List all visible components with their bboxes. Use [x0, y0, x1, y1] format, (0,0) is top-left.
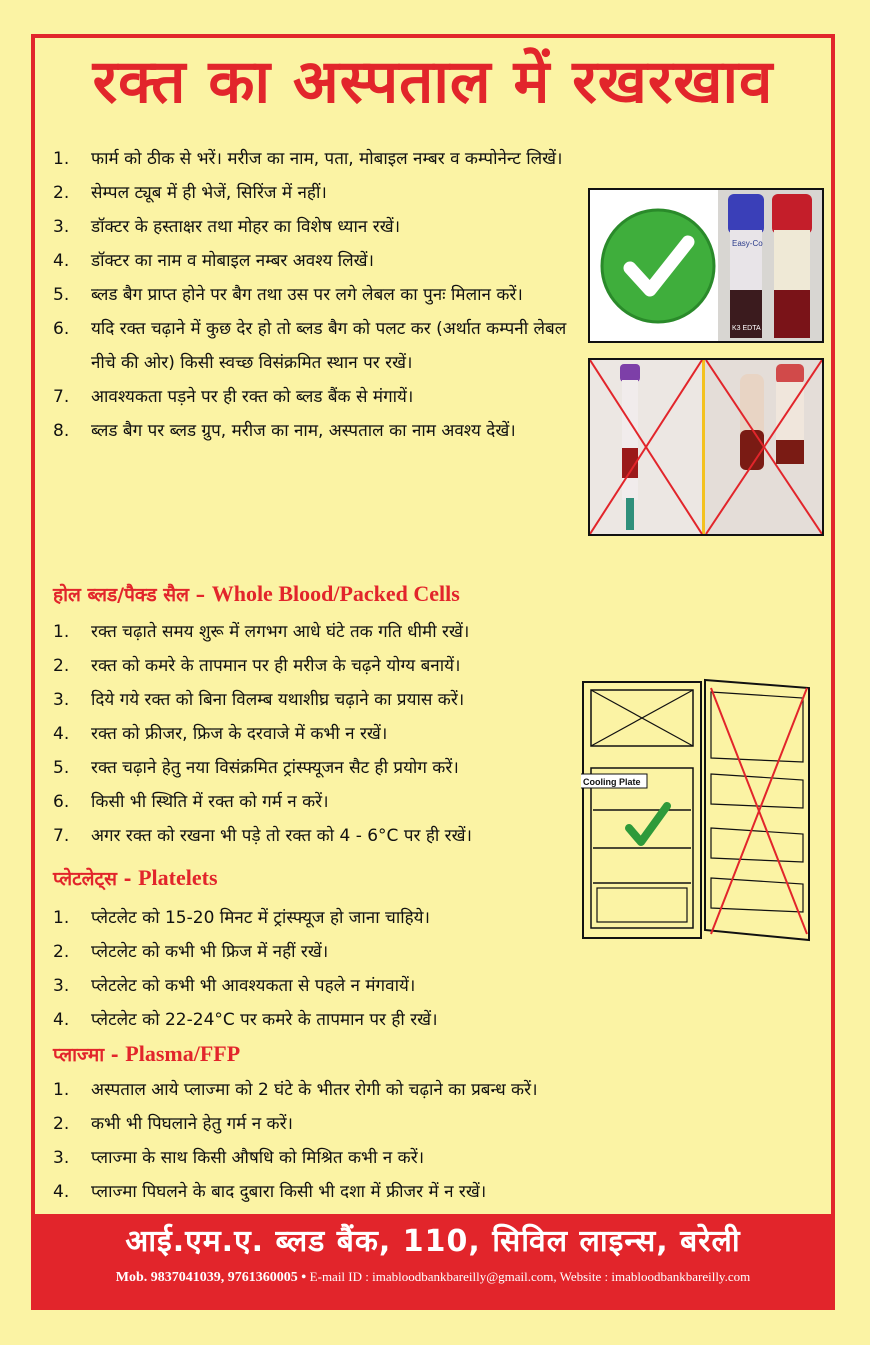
list-item: 3. डॉक्टर के हस्ताक्षर तथा मोहर का विशेष ध्यान रखें। [53, 217, 401, 237]
list-item: 5. रक्त चढ़ाने हेतु नया विसंक्रमित ट्रांस्फ्यूजन सैट ही प्रयोग करें। [53, 758, 459, 778]
platelets-heading: प्लेटलेट्स - Platelets [53, 865, 218, 890]
list-item: 2. सेम्पल ट्यूब में ही भेजें, सिरिंज में नहीं। [53, 183, 327, 203]
list-item: 8. ब्लड बैग पर ब्लड ग्रुप, मरीज का नाम, अस्पताल का नाम अवश्य देखें। [53, 421, 516, 441]
list-item: 5. ब्लड बैग प्राप्त होने पर बैग तथा उस पर लगे लेबल का पुनः मिलान करें। [53, 285, 523, 305]
list-item: 6. किसी भी स्थिति में रक्त को गर्म न करें। [53, 792, 329, 812]
poster-frame [31, 34, 835, 1310]
list-item: 6. यदि रक्त चढ़ाने में कुछ देर हो तो ब्लड बैग को पलट कर (अर्थात कम्पनी लेबल नीचे की ओर) किसी स्वच्छ विसंक्रमित स्थान पर रखें। [53, 319, 567, 373]
mobile-numbers: Mob. 9837041039, 9761360005 • [115, 1270, 307, 1285]
fridge-illustration [581, 678, 811, 944]
plasma-heading: प्लाज्मा - Plasma/FFP [53, 1041, 241, 1066]
plasma-list [53, 1073, 813, 1209]
list-item: 7. अगर रक्त को रखना भी पड़े तो रक्त को 4 - 6°C पर ही रखें। [53, 826, 472, 846]
footer-banner [35, 1214, 831, 1306]
whole-blood-heading: होल ब्लड/पैक्ड सैल – Whole Blood/Packed Cells [53, 581, 460, 606]
blood-bank-address: आई.एम.ए. ब्लड बैंक, 110, सिविल लाइन्स, बरेली [125, 1224, 741, 1259]
platelets-list [53, 901, 613, 1037]
list-item: 4. प्लेटलेट को 22-24°C पर कमरे के तापमान पर ही रखें। [53, 1010, 438, 1030]
list-item: 7. आवश्यकता पड़ने पर ही रक्त को ब्लड बैंक से मंगायें। [53, 387, 414, 407]
list-item: 4. रक्त को फ्रीजर, फ्रिज के दरवाजे में कभी न रखें। [53, 724, 388, 744]
whole-blood-list [53, 615, 593, 853]
fridge-drawing [581, 678, 811, 944]
red-tube-cap [772, 194, 812, 234]
svg-text:K3 EDTA: K3 EDTA [732, 325, 761, 332]
email-website: E-mail ID : imabloodbankbareilly@gmail.com, Website : imabloodbankbareilly.com [309, 1269, 751, 1284]
check-tubes-illustration [590, 190, 822, 341]
purple-tube-cap [728, 194, 764, 234]
list-item: 2. प्लेटलेट को कभी भी फ्रिज में नहीं रखें। [53, 942, 329, 962]
page-title: रक्त का अस्पताल में रखरखाव [92, 47, 774, 117]
list-item: 3. दिये गये रक्त को बिना विलम्ब यथाशीघ्र चढ़ाने का प्रयास करें। [53, 690, 465, 710]
wrong-methods-illustration [590, 360, 822, 534]
general-instructions-list [53, 142, 583, 448]
list-item: 1. अस्पताल आये प्लाज्मा को 2 घंटे के भीतर रोगी को चढ़ाने का प्रबन्ध करें। [53, 1080, 538, 1100]
list-item: 2. कभी भी पिघलाने हेतु गर्म न करें। [53, 1114, 293, 1134]
list-item: 1. फार्म को ठीक से भरें। मरीज का नाम, पता, मोबाइल नम्बर व कम्पोनेन्ट लिखें। [53, 149, 563, 169]
incorrect-sample-methods-photo [588, 358, 824, 536]
contact-info [35, 1266, 831, 1289]
correct-sample-tubes-photo [588, 188, 824, 343]
list-item: 1. प्लेटलेट को 15-20 मिनट में ट्रांस्फ्यूज हो जाना चाहिये। [53, 908, 430, 928]
list-item: 2. रक्त को कमरे के तापमान पर ही मरीज के चढ़ने योग्य बनायें। [53, 656, 461, 676]
list-item: 1. रक्त चढ़ाते समय शुरू में लगभग आधे घंटे तक गति धीमी रखें। [53, 622, 470, 642]
list-item: 4. प्लाज्मा पिघलने के बाद दुबारा किसी भी दशा में फ्रीजर में न रखें। [53, 1182, 487, 1202]
list-item: 3. प्लाज्मा के साथ किसी औषधि को मिश्रित कभी न करें। [53, 1148, 425, 1168]
svg-text:Cooling Plate: Cooling Plate [583, 777, 641, 787]
list-item: 3. प्लेटलेट को कभी भी आवश्यकता से पहले न मंगवायें। [53, 976, 416, 996]
green-check-icon [629, 806, 667, 842]
svg-text:Easy-Co: Easy-Co [732, 239, 763, 248]
list-item: 4. डॉक्टर का नाम व मोबाइल नम्बर अवश्य लिखें। [53, 251, 375, 271]
